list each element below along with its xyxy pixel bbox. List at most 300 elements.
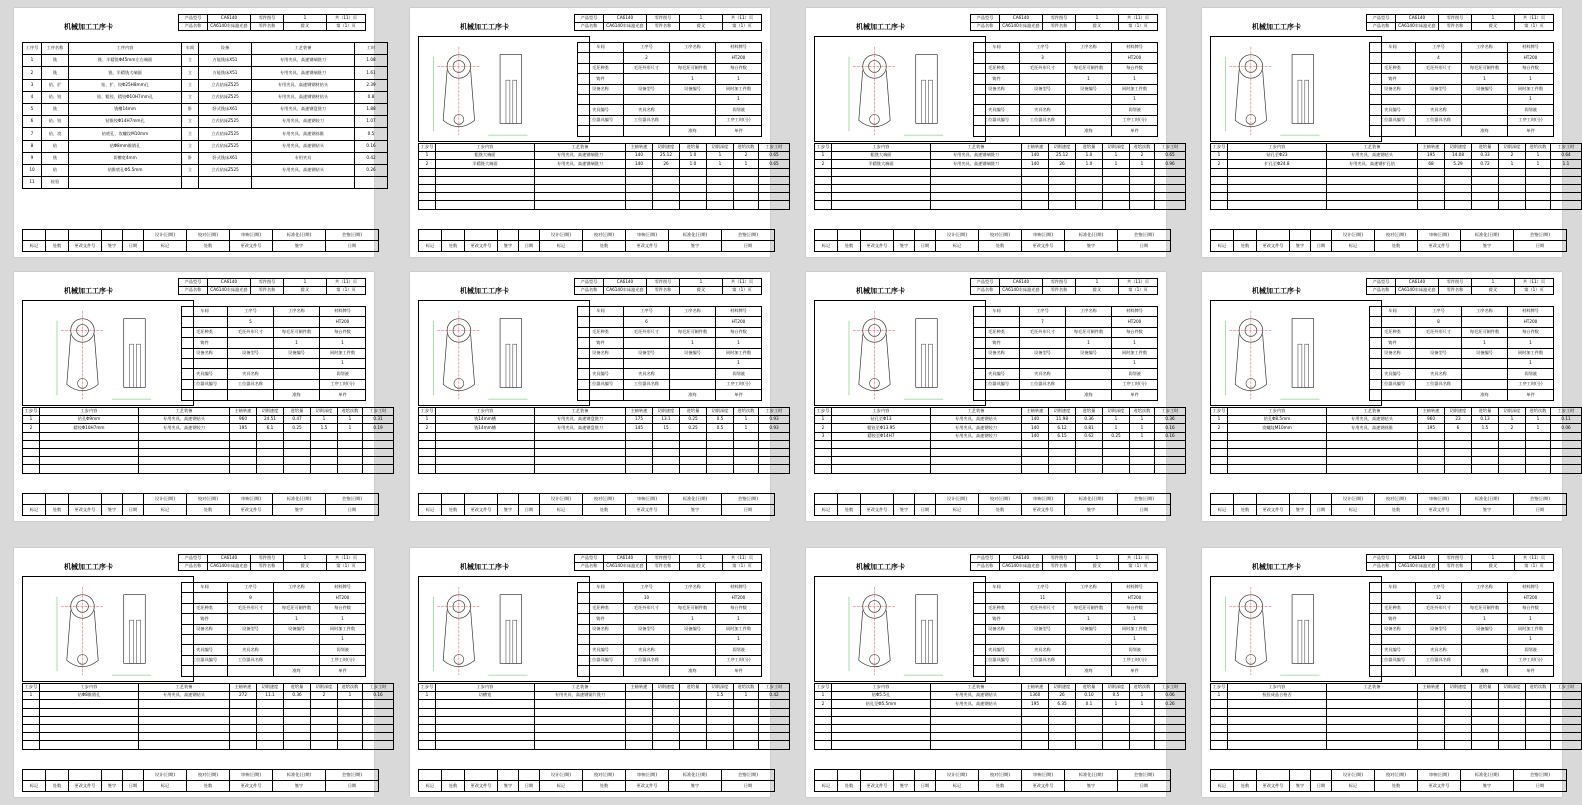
table-cell [535, 457, 626, 465]
table-cell [535, 432, 626, 440]
table-cell [759, 440, 790, 448]
table-cell [1445, 708, 1472, 716]
table-row [1370, 655, 1554, 665]
table-cell [1526, 176, 1551, 184]
table-row [182, 317, 366, 327]
drawing-line [500, 319, 522, 388]
foot-table [814, 493, 1171, 516]
table-cell: 车间 [182, 583, 228, 593]
table-cell [436, 193, 535, 201]
table-cell: 工序号 [1020, 307, 1066, 317]
document-page[interactable] [1202, 548, 1575, 797]
steps-table [1210, 683, 1582, 750]
table-cell: 工步工时 [363, 684, 394, 692]
table-cell: 签字 [102, 781, 123, 792]
table-cell: 第（1）页 [327, 563, 366, 571]
table-cell: 每毛坯可制件数 [1462, 603, 1508, 613]
table-cell [759, 448, 790, 456]
table-cell [1076, 733, 1103, 741]
table-cell [1499, 457, 1526, 465]
drawing-line [922, 620, 926, 663]
table-cell: 标准化(日期) [669, 770, 722, 781]
table-cell: 14.08 [1445, 152, 1472, 160]
table-cell [1499, 432, 1526, 440]
table-cell [1103, 201, 1130, 209]
table-row [974, 74, 1158, 84]
table-cell: 设计(日期) [1332, 494, 1375, 505]
table-row [23, 128, 388, 140]
table-cell [759, 184, 790, 192]
table-cell: 1 [23, 55, 42, 67]
table-cell: 夹具名称 [624, 105, 670, 115]
table-cell: HT200 [716, 593, 762, 603]
table-row [1370, 53, 1554, 63]
table-cell [1066, 634, 1112, 644]
table-row [1370, 634, 1554, 644]
table-cell: 签字 [669, 241, 722, 252]
table-cell: 工序工时(分) [716, 655, 762, 665]
table-cell: 铣 [42, 103, 69, 115]
table-row [23, 708, 394, 716]
table-cell: 精铰Φ10H7mm [40, 424, 139, 432]
table-cell [311, 465, 338, 473]
table-cell [465, 230, 498, 241]
table-cell [1103, 741, 1130, 749]
drawing-line [928, 344, 932, 387]
table-cell [1499, 465, 1526, 473]
table-cell: HT200 [1112, 53, 1158, 63]
table-cell: 1 [1526, 152, 1551, 160]
table-cell: 工步工时 [1155, 684, 1186, 692]
document-page[interactable] [806, 8, 1179, 257]
table-cell: 工步号 [23, 408, 40, 416]
table-cell [1418, 708, 1445, 716]
table-cell [1228, 448, 1327, 456]
part-drawing [1211, 37, 1381, 141]
table-cell [734, 168, 759, 176]
table-cell [1526, 692, 1551, 700]
table-cell: 会签(日期) [1118, 230, 1171, 241]
document-page[interactable] [14, 8, 374, 257]
table-cell: 铸件 [974, 614, 1020, 624]
table-cell [1311, 494, 1332, 505]
table-cell [974, 634, 1020, 644]
table-row [578, 358, 762, 368]
table-cell [626, 193, 653, 201]
table-cell [1211, 193, 1228, 201]
table-cell: 处数 [46, 781, 69, 792]
table-cell: 工序号 [1020, 583, 1066, 593]
table-cell [624, 390, 670, 400]
table-cell: 日期 [326, 241, 379, 252]
table-cell [230, 457, 257, 465]
table-cell: 同时加工件数 [1508, 84, 1554, 94]
hdr-table [178, 14, 366, 31]
table-cell [1551, 176, 1582, 184]
table-cell: 1 [707, 152, 734, 160]
table-cell [436, 184, 535, 192]
table-cell [1499, 724, 1526, 732]
table-cell [257, 440, 284, 448]
table-cell: 2 [23, 67, 42, 79]
table-cell: 零件图号 [647, 555, 680, 563]
table-cell: 切削深度 [1103, 408, 1130, 416]
table-cell [578, 390, 624, 400]
table-cell [653, 733, 680, 741]
table-row [23, 152, 388, 164]
sheet-title: 机械加工工序卡 [64, 23, 113, 31]
table-row [182, 624, 366, 634]
table-cell: 毛坯外形尺寸 [1020, 327, 1066, 337]
table-row [1211, 424, 1582, 432]
drawing-line [506, 620, 510, 663]
table-cell: 夹具名称 [1020, 105, 1066, 115]
table-cell: 日期 [123, 781, 144, 792]
table-cell [1211, 770, 1234, 781]
table-cell: 进给量 [284, 408, 311, 416]
table-cell: 夹具编号 [1370, 369, 1416, 379]
table-cell [1076, 176, 1103, 184]
table-cell: 每毛坯可制件数 [1462, 327, 1508, 337]
table-cell [974, 126, 1020, 136]
table-cell [759, 708, 790, 716]
table-cell: 拨叉 [680, 287, 723, 295]
table-cell: 签字 [1065, 781, 1118, 792]
table-cell: 工步内容 [40, 408, 139, 416]
table-cell [1499, 440, 1526, 448]
table-cell [1370, 53, 1416, 63]
table-cell: 专用夹具、高速钢铰刀 [931, 424, 1022, 432]
document-page[interactable] [1202, 272, 1575, 521]
table-cell [680, 700, 707, 708]
steps-table [814, 407, 1186, 474]
table-row [23, 416, 394, 424]
table-cell: 工步内容 [832, 144, 931, 152]
table-cell [535, 716, 626, 724]
table-cell: 工序号 [624, 307, 670, 317]
table-row [182, 369, 366, 379]
table-cell: 签字 [102, 241, 123, 252]
table-row [971, 15, 1158, 23]
table-cell: 175 [626, 416, 653, 424]
table-cell: 0.96 [1155, 160, 1186, 168]
document-page[interactable] [14, 272, 387, 521]
table-cell [670, 369, 716, 379]
table-cell: 工步工时 [759, 144, 790, 152]
table-cell [1049, 716, 1076, 724]
table-cell [1155, 201, 1186, 209]
table-cell: 切削深度 [311, 408, 338, 416]
table-cell: 0.10 [1076, 692, 1103, 700]
table-cell [311, 432, 338, 440]
table-cell [1462, 379, 1508, 389]
table-cell: 切削液 [1508, 645, 1554, 655]
table-cell [624, 634, 670, 644]
table-row [815, 241, 1171, 252]
table-cell: CA6140车床滤光套 [604, 23, 647, 31]
table-cell: 签字 [102, 505, 123, 516]
table-cell: 1 [1472, 279, 1515, 287]
table-cell: HT200 [716, 53, 762, 63]
table-cell [40, 724, 139, 732]
table-cell: 1 [1499, 160, 1526, 168]
table-cell [338, 741, 363, 749]
table-cell [653, 708, 680, 716]
table-cell [1370, 666, 1416, 676]
table-cell [535, 741, 626, 749]
table-cell [759, 465, 790, 473]
sheet-title: 机械加工工序卡 [856, 287, 905, 295]
table-cell: 工艺装备 [1327, 144, 1418, 152]
table-cell: 工艺装备 [931, 144, 1022, 152]
table-cell: 1 [1076, 555, 1119, 563]
table-cell: 标记 [1211, 781, 1234, 792]
table-cell: 140 [626, 160, 653, 168]
part-drawing [815, 301, 985, 405]
table-cell: 1 [734, 424, 759, 432]
table-cell [931, 465, 1022, 473]
table-cell [1472, 176, 1499, 184]
document-page[interactable] [1202, 8, 1575, 257]
table-cell: 工步号 [419, 144, 436, 152]
table-cell: 8 [23, 140, 42, 152]
table-cell: 审核(日期) [1022, 770, 1065, 781]
table-cell [734, 465, 759, 473]
table-row [182, 307, 366, 317]
table-row [578, 53, 762, 63]
table-cell: 专用夹具、高速钢盘铣刀 [535, 424, 626, 432]
table-cell: 272 [230, 692, 257, 700]
table-cell [419, 741, 436, 749]
table-cell: 工艺装备 [1327, 408, 1418, 416]
table-cell: 零件图号 [1439, 15, 1472, 23]
table-cell: 工步内容 [1228, 144, 1327, 152]
table-cell: 2 [419, 424, 436, 432]
table-cell: 单件 [320, 666, 366, 676]
hdr-table [178, 278, 366, 295]
table-cell: 工艺装备 [535, 684, 626, 692]
table-row [1211, 741, 1582, 749]
table-cell: 专用夹具、高速钢丝锥 [252, 128, 355, 140]
table-cell: 工位器具名称 [1416, 379, 1462, 389]
table-cell [1445, 176, 1472, 184]
table-cell: 日期 [915, 241, 936, 252]
table-cell [759, 716, 790, 724]
table-cell: 0.5 [1103, 692, 1130, 700]
table-cell [626, 465, 653, 473]
table-cell: 进给次数 [1526, 684, 1551, 692]
table-cell: 产品名称 [575, 23, 604, 31]
table-cell: 标准化(日期) [669, 230, 722, 241]
table-cell [707, 465, 734, 473]
table-cell: 同时加工件数 [320, 624, 366, 634]
table-row [578, 327, 762, 337]
drawing-line [1298, 80, 1302, 123]
table-row [23, 79, 388, 91]
table-row [182, 655, 366, 665]
table-row [419, 184, 790, 192]
table-cell: 标准化(日期) [1065, 230, 1118, 241]
table-cell: 主轴转速 [626, 408, 653, 416]
table-cell: 工位器具编号 [182, 379, 228, 389]
table-cell [1066, 655, 1112, 665]
table-cell: 切削速度 [1445, 144, 1472, 152]
table-cell: 产品名称 [1367, 563, 1396, 571]
table-cell: CA6140车床滤光套 [1000, 563, 1043, 571]
table-cell: 工位器具名称 [1020, 655, 1066, 665]
table-cell [535, 193, 626, 201]
table-cell [1462, 358, 1508, 368]
table-cell: 1 [734, 692, 759, 700]
document-page[interactable] [14, 548, 387, 797]
table-cell [23, 770, 46, 781]
table-cell: 设计(日期) [1332, 230, 1375, 241]
table-cell [1499, 716, 1526, 724]
table-cell: 工序名称 [1462, 583, 1508, 593]
table-cell [1462, 94, 1508, 104]
table-cell: 6 [1445, 424, 1472, 432]
table-cell: 6 [23, 116, 42, 128]
table-row [1211, 440, 1582, 448]
table-row [578, 645, 762, 655]
sheet-title: 机械加工工序卡 [460, 287, 509, 295]
table-row [974, 115, 1158, 125]
table-cell: 工步内容 [832, 684, 931, 692]
table-row [1370, 624, 1554, 634]
table-cell: 进给量 [1076, 684, 1103, 692]
table-cell [1130, 741, 1155, 749]
table-cell: 签字 [1461, 781, 1514, 792]
table-cell [1526, 741, 1551, 749]
table-cell [670, 593, 716, 603]
table-cell: 审核(日期) [230, 230, 273, 241]
table-cell: 校对(日期) [583, 770, 626, 781]
table-cell [1418, 432, 1445, 440]
table-cell [1327, 724, 1418, 732]
table-cell [1022, 708, 1049, 716]
document-page[interactable] [410, 272, 783, 521]
table-row [1211, 781, 1567, 792]
table-cell: 会签(日期) [1514, 770, 1567, 781]
table-cell: 更改文件号 [1257, 505, 1290, 516]
table-cell [1155, 193, 1186, 201]
table-cell [284, 465, 311, 473]
table-cell: 处数 [46, 241, 69, 252]
table-row [578, 603, 762, 613]
table-cell [46, 494, 69, 505]
table-cell: 签字 [1065, 505, 1118, 516]
table-cell: 12 [1416, 593, 1462, 603]
table-row [971, 23, 1158, 31]
table-cell: 审核(日期) [626, 770, 669, 781]
table-cell: 工序名称 [1066, 583, 1112, 593]
table-cell: 校对(日期) [1375, 494, 1418, 505]
table-cell: 工序工时(分) [1112, 379, 1158, 389]
table-cell: 专用夹具、高速钢端铣刀 [931, 160, 1022, 168]
table-cell: 主轴转速 [626, 144, 653, 152]
table-cell: 1 [716, 634, 762, 644]
table-cell: 0.16 [363, 692, 394, 700]
table-cell [1551, 457, 1582, 465]
table-cell [257, 724, 284, 732]
document-page[interactable] [806, 272, 1179, 521]
table-row [1370, 307, 1554, 317]
table-cell [1526, 465, 1551, 473]
table-cell: 0.25 [680, 424, 707, 432]
table-cell [1551, 700, 1582, 708]
table-row [23, 177, 388, 189]
document-page[interactable] [410, 548, 783, 797]
document-page[interactable] [410, 8, 783, 257]
table-cell: 专用夹具、高速钢钻头 [252, 140, 355, 152]
table-row [1211, 692, 1582, 700]
table-cell [734, 741, 759, 749]
table-cell: 铣 [42, 55, 69, 67]
table-cell: 切削深度 [1499, 408, 1526, 416]
table-row [23, 741, 394, 749]
table-cell: 专用夹具、高速钢扩孔钻 [1327, 160, 1418, 168]
table-cell: 毛坯种类 [578, 327, 624, 337]
table-cell [228, 338, 274, 348]
table-cell: 更改文件号 [465, 505, 498, 516]
table-cell [1526, 457, 1551, 465]
table-cell: 车间 [182, 307, 228, 317]
table-row [815, 432, 1186, 440]
table-cell: 更改文件号 [1257, 781, 1290, 792]
table-cell [363, 440, 394, 448]
table-cell: 0.5 [707, 424, 734, 432]
part-drawing [419, 301, 589, 405]
table-cell [274, 634, 320, 644]
drawing-line [506, 80, 510, 123]
table-row [419, 724, 790, 732]
table-cell [1327, 440, 1418, 448]
table-row [974, 634, 1158, 644]
drawing-line [124, 319, 146, 388]
table-cell [931, 716, 1022, 724]
table-cell [838, 770, 861, 781]
table-cell: CA6140车床滤光套 [208, 563, 251, 571]
table-cell: 专用夹具、高速钢端铣刀 [931, 152, 1022, 160]
document-page[interactable] [806, 548, 1179, 797]
mid-table [1369, 306, 1554, 401]
table-cell: 会签(日期) [1514, 230, 1567, 241]
table-row [182, 338, 366, 348]
table-row [419, 241, 775, 252]
table-cell: 设备编号 [670, 84, 716, 94]
table-cell: CA6140车床滤光套 [604, 563, 647, 571]
table-row [182, 603, 366, 613]
process-sheet [814, 554, 1179, 792]
table-cell: 同时加工件数 [320, 348, 366, 358]
table-cell: 每台件数 [1508, 63, 1554, 73]
table-cell [139, 457, 230, 465]
table-row [815, 457, 1186, 465]
table-row [1211, 160, 1582, 168]
table-cell [535, 448, 626, 456]
table-cell: 1 [1066, 338, 1112, 348]
table-cell [498, 494, 519, 505]
mid-table [181, 306, 366, 401]
table-cell: 毛坯种类 [974, 327, 1020, 337]
table-cell: 卧 [182, 103, 199, 115]
table-cell: 切削速度 [653, 408, 680, 416]
table-row [23, 241, 379, 252]
table-cell: 主轴转速 [1022, 408, 1049, 416]
table-cell [311, 700, 338, 708]
table-cell: 进给量 [1472, 684, 1499, 692]
table-row [1370, 666, 1554, 676]
